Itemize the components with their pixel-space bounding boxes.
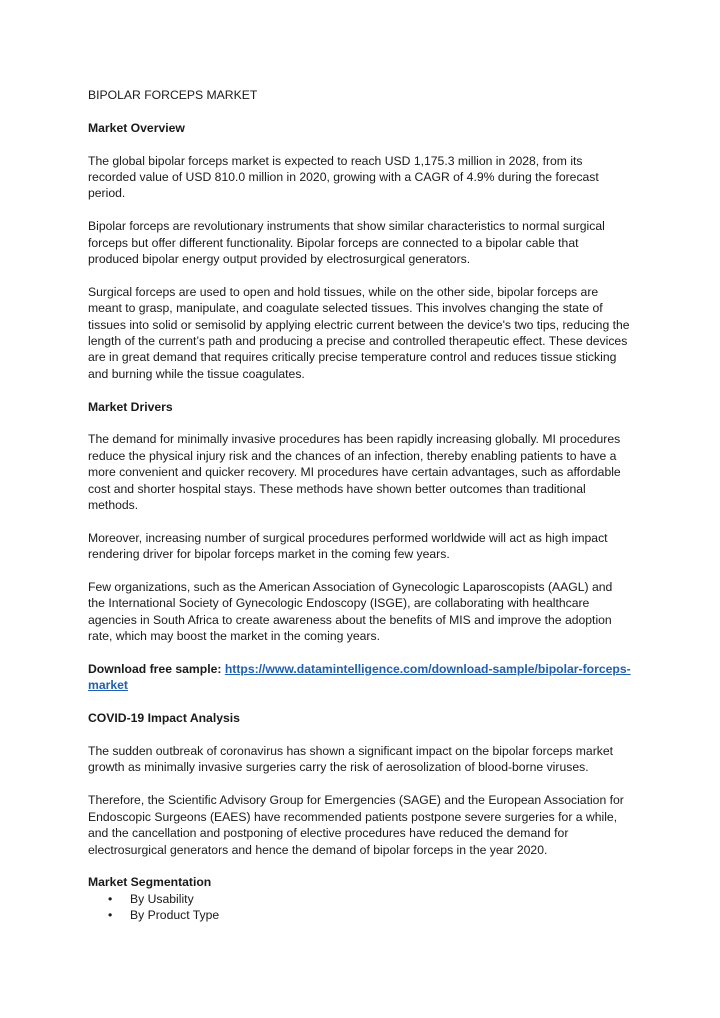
heading-market-segmentation: Market Segmentation <box>88 875 212 890</box>
segmentation-item-label: By Product Type <box>130 908 220 923</box>
bullet-icon: • <box>108 891 113 906</box>
heading-market-overview: Market Overview <box>88 120 185 135</box>
segmentation-list <box>88 891 632 924</box>
covid-paragraph-1: The sudden outbreak of coronavirus has shown a significant impact on the bipolar forceps market growth as minimally invasive surgeries carry the risk of aerosolization of blood-borne viruses. <box>88 744 614 775</box>
overview-paragraph-2: Bipolar forceps are revolutionary instruments that show similar characteristics to normal surgical forceps but offer different functionality. Bipolar forceps are connected to a bipolar cable that produced bipolar energy output provided by electrosurgical generators. <box>88 219 605 267</box>
list-item <box>108 891 632 907</box>
download-sample-line <box>88 661 632 694</box>
heading-covid-impact: COVID-19 Impact Analysis <box>88 711 240 726</box>
heading-market-drivers: Market Drivers <box>88 399 173 414</box>
overview-paragraph-3: Surgical forceps are used to open and hold tissues, while on the other side, bipolar forceps are meant to grasp, manipulate, and coagulate selected tissues. This involves changing the state of tissues into solid or semisolid by applying electric current between the device's two tips, reducing the length of the current’s path and producing a precise and controlled therapeutic effect. These devices are in great demand that requires critically precise temperature control and reduces tissue sticking and burning while the tissue coagulates. <box>88 284 630 381</box>
covid-paragraph-2: Therefore, the Scientific Advisory Group for Emergencies (SAGE) and the European Association for Endoscopic Surgeons (EAES) have recommended patients postpone severe surgeries for a while, and the cancellation and postponing of elective procedures have reduced the demand for electrosurgical generators and hence the demand of bipolar forceps in the year 2020. <box>88 793 624 857</box>
overview-paragraph-1: The global bipolar forceps market is expected to reach USD 1,175.3 million in 2028, from its recorded value of USD 810.0 million in 2020, growing with a CAGR of 4.9% during the forecast period. <box>88 153 599 201</box>
list-item <box>108 907 632 923</box>
drivers-paragraph-1: The demand for minimally invasive procedures has been rapidly increasing globally. MI procedures reduce the physical injury risk and the chances of an infection, thereby enabling patients to have a more convenient and quicker recovery. MI procedures have certain advantages, such as affordable cost and shorter hospital stays. These methods have shown better outcomes than traditional methods. <box>88 432 621 513</box>
segmentation-item-label: By Usability <box>130 891 194 906</box>
document-title: BIPOLAR FORCEPS MARKET <box>88 88 258 102</box>
drivers-paragraph-3: Few organizations, such as the American Association of Gynecologic Laparoscopists (AAGL) and the International Society of Gynecologic Endoscopy (ISGE), are collaborating with healthcare agencies in South Africa to create awareness about the benefits of MIS and improve the adoption rate, which may boost the market in the coming years. <box>88 580 613 644</box>
drivers-paragraph-2: Moreover, increasing number of surgical procedures performed worldwide will act as high impact rendering driver for bipolar forceps market in the coming few years. <box>88 530 608 562</box>
bullet-icon: • <box>108 908 113 923</box>
download-sample-label: Download free sample: <box>88 662 222 677</box>
download-sample-link[interactable]: https://www.datamintelligence.com/download-sample/bipolar-forceps-market <box>88 662 631 693</box>
